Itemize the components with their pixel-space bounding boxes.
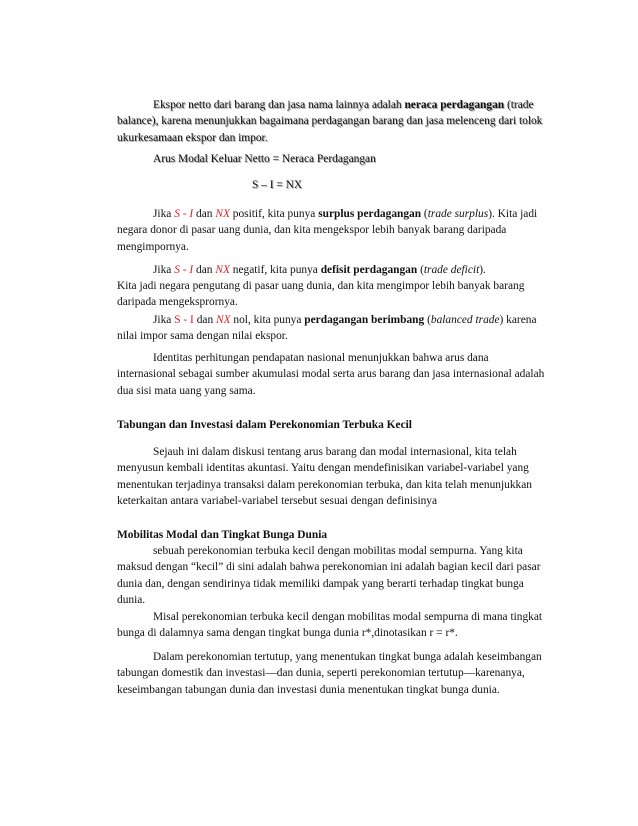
formula: S – I = NX [252, 179, 303, 191]
bold-term: surplus perdagangan [318, 208, 422, 220]
text: dan [193, 208, 216, 220]
text: Jika [153, 208, 175, 220]
heading-mobilitas: Mobilitas Modal dan Tingkat Bunga Dunia [117, 529, 328, 541]
bold-term: defisit perdagangan [320, 264, 418, 276]
text: Ekspor netto dari barang dan jasa nama lainnya adalah [153, 99, 405, 111]
paragraph-berimbang [117, 312, 549, 345]
bold-term: perdagangan berimbang [304, 314, 425, 326]
symbol-minus: - [180, 314, 191, 326]
paragraph-surplus [117, 206, 549, 255]
symbol-nx: NX [216, 314, 231, 326]
text: dan [193, 314, 216, 326]
symbol-s: S [174, 314, 181, 326]
italic-term: trade surplus [427, 208, 489, 220]
text: positif, kita punya [229, 208, 319, 220]
paragraph-misal: Misal perekonomian terbuka kecil dengan mobilitas modal sempurna di mana tingkat bunga di dalamnya sama dengan tingkat bunga dunia r*,dinotasikan r = r*. [117, 611, 543, 640]
symbol-minus: - [179, 208, 190, 220]
text: ). Kita jadi negara donor di pasar uang dunia, dan kita mengekspor lebih banyak barang daripada mengimpornya. [117, 208, 538, 253]
symbol-i: I [189, 208, 194, 220]
text: ( [417, 264, 424, 276]
paragraph-identitas: Identitas perhitungan pendapatan nasional menunjukkan bahwa arus dana internasional sebagai sumber akumulasi modal serta arus barang dan jasa internasional adalah dua sisi mata uang yang sama. [117, 352, 545, 397]
paragraph-sejauh: Sejauh ini dalam diskusi tentang arus barang dan modal internasional, kita telah menyusun kembali identitas akuntasi. Yaitu dengan mendefinisikan variabel-variabel yang menentukan terjadinya transaksi dalam perekonomian terbuka, dan kita telah menunjukkan keterkaitan antara variabel-variabel tersebut sesuai dengan definisinya [117, 446, 532, 507]
italic-term: trade deficit [423, 264, 480, 276]
italic-term: balanced trade [430, 314, 500, 326]
text: nol, kita punya [230, 314, 305, 326]
text: ). [479, 264, 486, 276]
heading-tabungan: Tabungan dan Investasi dalam Perekonomian Terbuka Kecil [117, 419, 412, 431]
paragraph-dalam: Dalam perekonomian tertutup, yang menentukan tingkat bunga adalah keseimbangan tabungan domestik dan investasi—dan dunia, seperti perekonomian tertutup—karenanya, keseimbangan tabungan dunia dan investasi dunia menentukan tingkat bunga dunia. [117, 651, 542, 696]
symbol-i: I [190, 314, 194, 326]
paragraph-defisit-cont: Kita jadi negara pengutang di pasar uang dunia, dan kita mengimpor lebih banyak barang daripada mengeksprornya. [117, 280, 525, 309]
text: ( [421, 208, 428, 220]
text: negatif, kita punya [229, 264, 321, 276]
symbol-i: I [189, 264, 194, 276]
text: dan [193, 264, 216, 276]
bold-term: neraca perdagangan [404, 99, 505, 111]
paragraph-neraca [117, 97, 549, 146]
text: ) karena nilai impor sama dengan nilai ekspor. [117, 314, 537, 343]
text: ( [424, 314, 431, 326]
paragraph-arus-modal: Arus Modal Keluar Netto = Neraca Perdagangan [153, 153, 376, 165]
symbol-minus: - [179, 264, 190, 276]
text: (trade balance), karena menunjukkan bagaimana perdagangan barang dan jasa melenceng dari tolok ukurkesamaan ekspor dan impor. [117, 99, 543, 144]
symbol-nx: NX [215, 264, 230, 276]
text: Jika [153, 314, 175, 326]
symbol-s: S [174, 264, 180, 276]
text: Jika [153, 264, 175, 276]
paragraph-defisit [117, 262, 549, 278]
symbol-s: S [174, 208, 180, 220]
symbol-nx: NX [215, 208, 230, 220]
paragraph-sebuah: sebuah perekonomian terbuka kecil dengan mobilitas modal sempurna. Yang kita maksud dengan “kecil” di sini adalah bahwa perekonomian ini adalah bagian kecil dari pasar dunia dan, dengan sendirinya tidak memiliki dampak yang berarti terhadap tingkat bunga dunia. [117, 545, 541, 606]
